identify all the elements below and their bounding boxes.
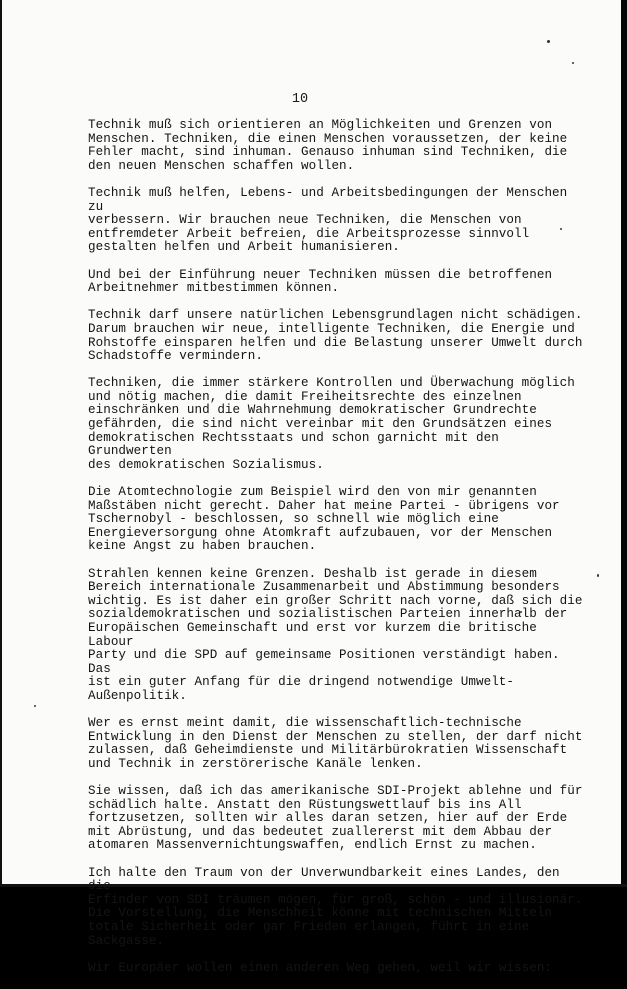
scan-speck bbox=[547, 40, 550, 43]
paragraph-lebensgrundlagen: Technik darf unsere natürlichen Lebensgrundlagen nicht schädigen. Darum brauchen wir neue, intelligente Techniken, die Energie und Rohstoffe einsparen helfen und die Belastung unserer Umwelt durch Schadstoffe vermindern. bbox=[88, 308, 583, 364]
scan-speck bbox=[572, 62, 574, 64]
scan-speck bbox=[34, 705, 36, 707]
paragraph-mitbestimmung: Und bei der Einführung neuer Techniken müssen die betroffenen Arbeitnehmer mitbestimmen können. bbox=[88, 267, 553, 296]
paragraph-sdi: Sie wissen, daß ich das amerikanische SDI-Projekt ablehne und für schädlich halte. Anstatt den Rüstungswettlauf bis ins All fortzusetzen, sollten wir alles daran setzen, hier auf der Erde mit Abrüstung, und das bedeutet zuallererst mit dem Abbau der atomaren Massenvernichtungswaffen, endlich Ernst zu machen. bbox=[88, 784, 583, 853]
scan-speck bbox=[597, 574, 599, 577]
page-number: 10 bbox=[291, 92, 309, 107]
paragraph-technik-grenzen: Technik muß sich orientieren an Möglichkeiten und Grenzen von Menschen. Techniken, die einen Menschen voraussetzen, der keine Fehler macht, sind inhuman. Genauso inhuman sind Techniken, die den neuen Menschen schaffen wollen. bbox=[88, 118, 568, 173]
scan-border-right bbox=[621, 0, 627, 887]
paragraph-arbeitsbedingungen: Technik muß helfen, Lebens- und Arbeitsbedingungen der Menschen zu verbessern. Wir brauchen neue Techniken, die Menschen von entfremdeter Arbeit befreien, die Arbeitsprozesse sinnvoll gestalten helfen und Arbeit humanisieren. bbox=[88, 185, 568, 255]
paragraph-strahlen: Strahlen kennen keine Grenzen. Deshalb ist gerade in diesem Bereich internationale Zusammenarbeit und Abstimmung besonders wichtig. Es ist daher ein großer Schritt nach vorne, daß sich die sozialdemokratischen und sozialistischen Parteien innerhalb der Europäischen Gemeinschaft und erst vor kurzem die britische Labour Party und die SPD auf gemeinsame Positionen verständigt haben. Das ist ein guter Anfang für die dringend notwendige Umwelt- Außenpolitik. bbox=[88, 566, 583, 703]
paragraph-kontrollen: Techniken, die immer stärkere Kontrollen und Überwachung möglich und nötig machen, die damit Freiheitsrechte des einzelnen einschränken und die Wahrnehmung demokratischer Grundrechte gefährden, die sind nicht vereinbar mit den Grundsätzen eines demokratischen Rechtsstaats und schon garnicht mit den Grundwerten des demokratischen Sozialismus. bbox=[88, 376, 575, 472]
paragraph-atomtechnologie: Die Atomtechnologie zum Beispiel wird den von mir genannten Maßstäben nicht gerecht. Daher hat meine Partei - übrigens vor Tschernobyl - beschlossen, so schnell wie möglich eine Energieversorgung ohne Atomkraft aufzubauen, vor der Menschen keine Angst zu haben brauchen. bbox=[88, 485, 560, 554]
document-body bbox=[88, 119, 588, 989]
paragraph-wissenschaft: Wer es ernst meint damit, die wissenschaftlich-technische Entwicklung in den Dienst der Menschen zu stellen, der darf nicht zulassen, daß Geheimdienste und Militärbürokratien Wissenschaft und Technik in zerstörerische Kanäle lenken. bbox=[88, 716, 583, 771]
paragraph-europaeer: Wir Europäer wollen einen anderen Weg gehen, weil wir wissen: bbox=[88, 960, 553, 975]
paragraph-unverwundbarkeit: Ich halte den Traum von der Unverwundbarkeit eines Landes, den die Erfinder von SDI träumen mögen, für groß, schön - und illusionär. Die Vorstellung, die Menschheit könne mit technischen Mitteln totale Sicherheit oder gar Frieden erlangen, führt in eine Sackgasse. bbox=[88, 865, 583, 948]
scan-border-left bbox=[0, 0, 2, 887]
